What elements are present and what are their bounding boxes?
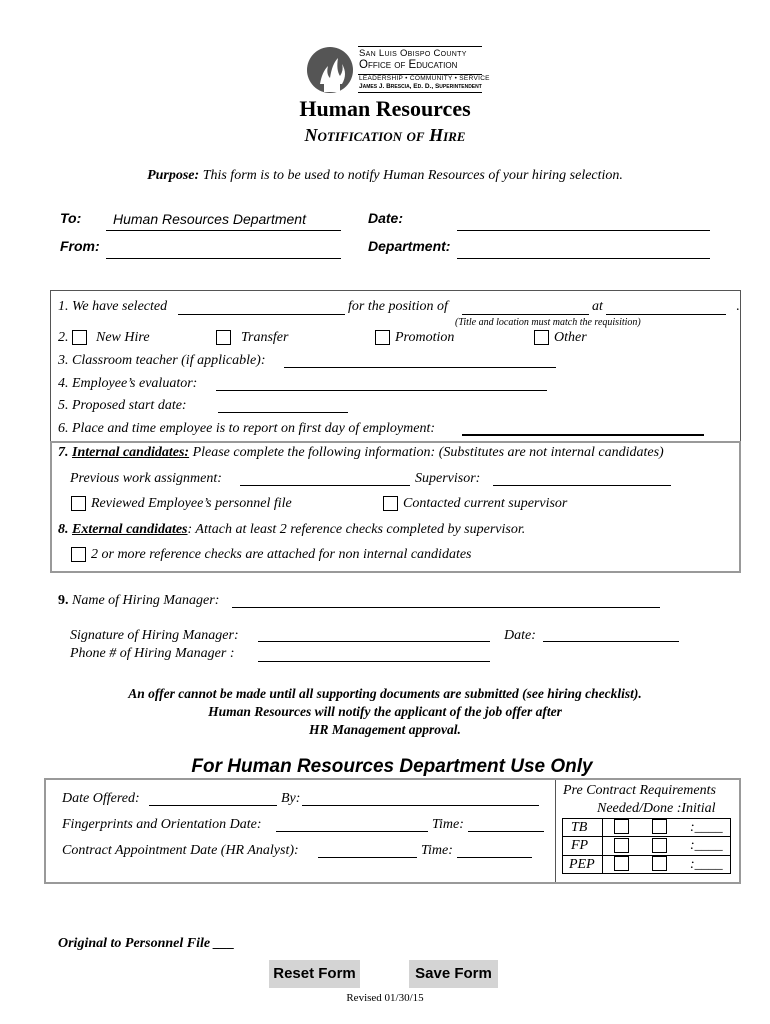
other-checkbox[interactable] (534, 330, 549, 345)
fingerprints-label: Fingerprints and Orientation Date: (62, 817, 262, 832)
classroom-teacher-field[interactable] (284, 367, 556, 368)
pep-label: PEP (569, 857, 595, 872)
prev-work-field[interactable] (240, 485, 410, 486)
revised-date: Revised 01/30/15 (346, 992, 424, 1004)
fingerprints-time-label: Time: (432, 817, 464, 832)
by-field[interactable] (302, 805, 539, 806)
hiring-manager-name-field[interactable] (232, 607, 660, 608)
pre-contract-title: Pre Contract Requirements (563, 783, 716, 798)
pre-contract-cols: Needed/Done :Initial (597, 801, 716, 816)
supervisor-field[interactable] (493, 485, 671, 486)
notice-line1: An offer cannot be made until all supporting documents are submitted (see hiring checklist). (128, 686, 642, 701)
item3-label: 3. Classroom teacher (if applicable): (58, 353, 266, 368)
item8-text: : Attach at least 2 reference checks completed by supervisor. (187, 522, 526, 537)
page-title: Human Resources (299, 96, 471, 121)
save-form-button[interactable]: Save Form (409, 960, 498, 988)
item9-number: 9. (58, 593, 69, 608)
fingerprints-date-field[interactable] (276, 831, 428, 832)
phone-field[interactable] (258, 661, 490, 662)
item1-end: . (736, 299, 740, 314)
fingerprints-time-field[interactable] (468, 831, 544, 832)
contacted-supervisor-label: Contacted current supervisor (403, 496, 568, 511)
item7-number: 7. (58, 445, 69, 460)
new-hire-checkbox[interactable] (72, 330, 87, 345)
department-field[interactable] (458, 239, 710, 257)
item7-text: Please complete the following information: (Substitutes are not internal candidates) (192, 445, 664, 460)
fp-needed-checkbox[interactable] (614, 838, 629, 853)
contract-appt-label: Contract Appointment Date (HR Analyst): (62, 843, 299, 858)
from-label: From: (60, 238, 100, 254)
item7-label: Internal candidates: (72, 445, 190, 460)
contacted-supervisor-checkbox[interactable] (383, 496, 398, 511)
original-to-file: Original to Personnel File ___ (58, 936, 235, 951)
tb-needed-checkbox[interactable] (614, 819, 629, 834)
signature-date-label: Date: (504, 628, 536, 643)
transfer-label: Transfer (241, 330, 289, 345)
phone-label: Phone # of Hiring Manager : (70, 646, 235, 661)
contract-appt-date-field[interactable] (318, 857, 417, 858)
date-label: Date: (368, 210, 404, 226)
contract-appt-time-label: Time: (421, 843, 453, 858)
date-field[interactable] (458, 211, 710, 229)
item4-label: 4. Employee’s evaluator: (58, 376, 198, 391)
tb-initial[interactable]: :____ (690, 820, 723, 835)
supervisor-label: Supervisor: (415, 471, 481, 486)
item1-note: (Title and location must match the requisition) (455, 317, 641, 328)
fp-label: FP (571, 838, 589, 853)
position-field[interactable] (462, 314, 589, 315)
location-field[interactable] (606, 314, 726, 315)
signature-label: Signature of Hiring Manager: (70, 628, 239, 643)
page-subtitle: Notification of Hire (304, 125, 466, 145)
item2-number: 2. (58, 330, 69, 345)
logo (306, 44, 490, 96)
new-hire-label: New Hire (96, 330, 150, 345)
report-place-field[interactable] (462, 434, 704, 436)
fp-initial[interactable]: :____ (690, 838, 723, 853)
signature-date-field[interactable] (543, 641, 679, 642)
hr-only-heading: For Human Resources Department Use Only (191, 756, 593, 777)
torch-logo-icon (306, 44, 354, 96)
promotion-label: Promotion (395, 330, 455, 345)
start-date-field[interactable] (218, 412, 348, 413)
reviewed-file-label: Reviewed Employee’s personnel file (91, 496, 292, 511)
to-label: To: (60, 210, 82, 226)
prev-work-label: Previous work assignment: (70, 471, 222, 486)
logo-line1: San Luis Obispo County (359, 48, 467, 59)
date-offered-label: Date Offered: (62, 791, 140, 806)
contract-appt-time-field[interactable] (457, 857, 532, 858)
evaluator-field[interactable] (216, 390, 547, 391)
by-label: By: (281, 791, 301, 806)
selected-name-field[interactable] (178, 314, 345, 315)
department-label: Department: (368, 238, 451, 254)
item1-position-label: for the position of (348, 299, 448, 314)
tb-label: TB (571, 820, 588, 835)
pep-needed-checkbox[interactable] (614, 856, 629, 871)
fp-done-checkbox[interactable] (652, 838, 667, 853)
item9-label: Name of Hiring Manager: (72, 593, 220, 608)
signature-field[interactable] (258, 641, 490, 642)
pep-done-checkbox[interactable] (652, 856, 667, 871)
tb-done-checkbox[interactable] (652, 819, 667, 834)
logo-line3: LEADERSHIP • COMMUNITY • SERVICE (359, 75, 490, 82)
notice-line3: HR Management approval. (309, 722, 461, 737)
logo-line2: Office of Education (359, 59, 458, 71)
other-label: Other (554, 330, 587, 345)
reference-checks-label: 2 or more reference checks are attached for non internal candidates (91, 547, 472, 562)
item1-at-label: at (592, 299, 603, 314)
reset-form-button[interactable]: Reset Form (269, 960, 360, 988)
item9-line (58, 593, 219, 609)
transfer-checkbox[interactable] (216, 330, 231, 345)
item6-label: 6. Place and time employee is to report on first day of employment: (58, 421, 436, 436)
item8-number: 8. (58, 522, 69, 537)
purpose-text: This form is to be used to notify Human Resources of your hiring selection. (202, 168, 623, 183)
reviewed-file-checkbox[interactable] (71, 496, 86, 511)
pep-initial[interactable]: :____ (690, 857, 723, 872)
item5-label: 5. Proposed start date: (58, 398, 187, 413)
notice-line2: Human Resources will notify the applicant of the job offer after (208, 704, 562, 719)
item8-line (58, 522, 525, 538)
promotion-checkbox[interactable] (375, 330, 390, 345)
date-offered-field[interactable] (149, 805, 277, 806)
item8-label: External candidates (72, 522, 188, 537)
purpose-label: Purpose: (147, 168, 200, 183)
reference-checks-checkbox[interactable] (71, 547, 86, 562)
item1-selected-label: 1. We have selected (58, 299, 168, 314)
logo-line4: James J. Brescia, Ed. D., Superintendent (359, 83, 482, 90)
purpose-line (0, 168, 770, 184)
to-field[interactable]: Human Resources Department (113, 211, 306, 227)
from-field[interactable] (107, 239, 341, 257)
item7-line (58, 445, 664, 461)
